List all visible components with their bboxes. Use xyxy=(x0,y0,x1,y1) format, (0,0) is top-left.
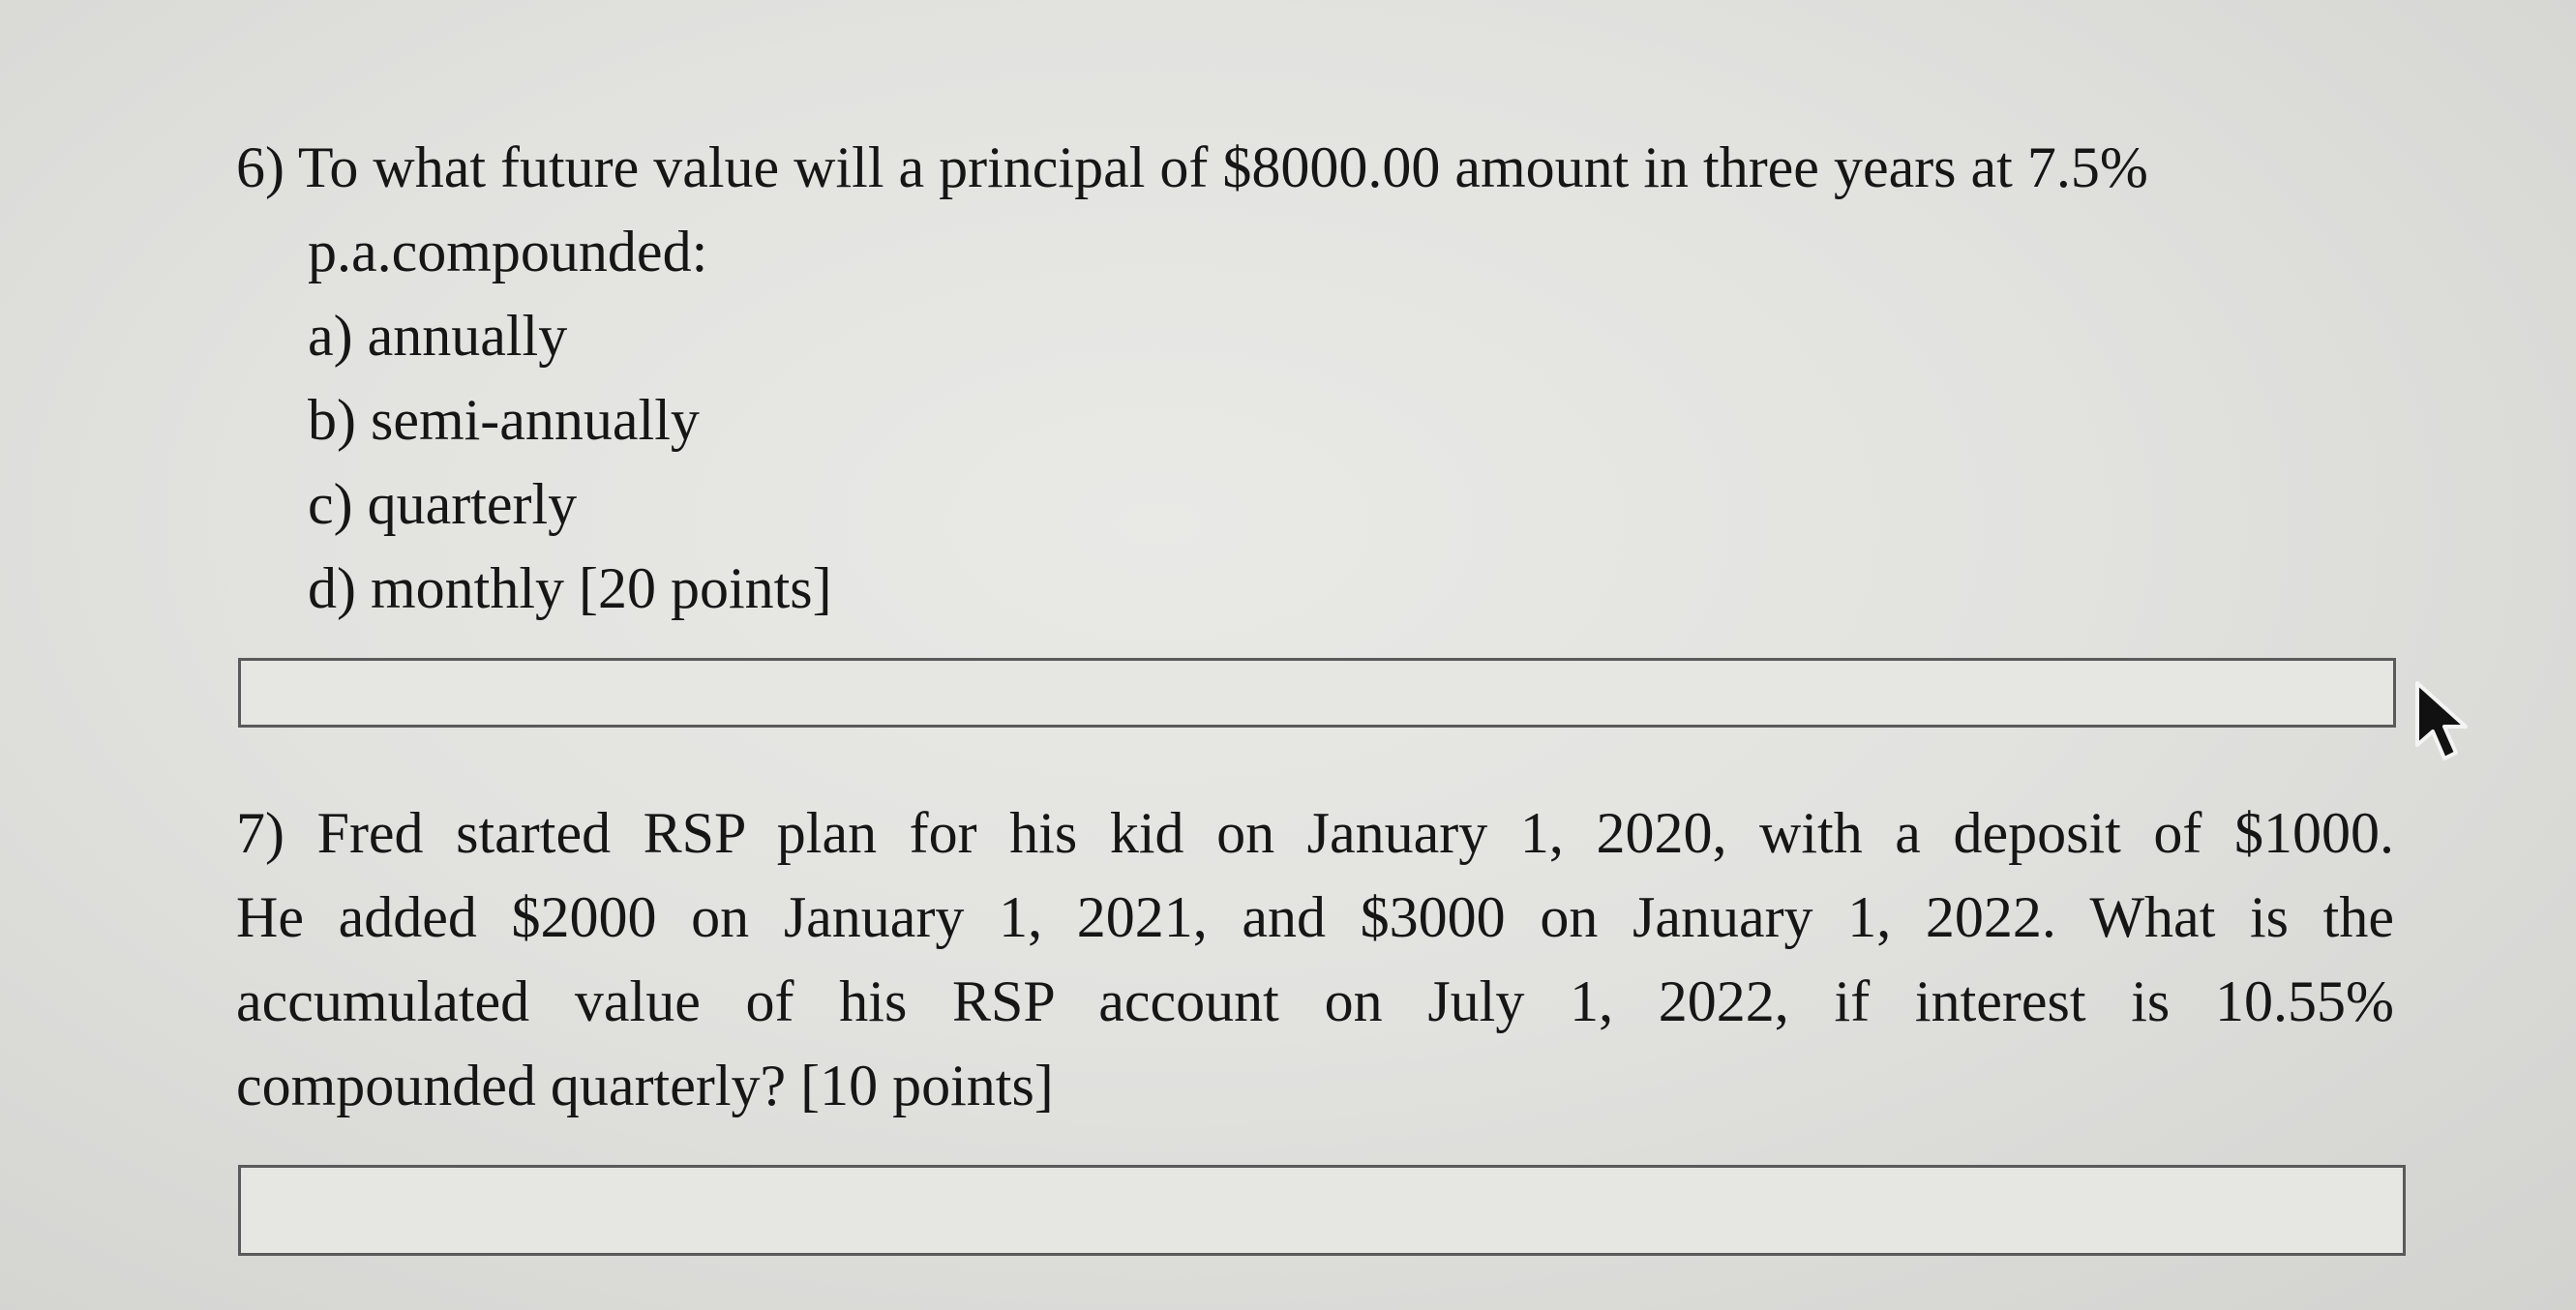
question-6-option-c: c) quarterly xyxy=(308,472,578,536)
question-7-line-4: compounded quarterly? [10 points] xyxy=(236,1054,1054,1117)
mouse-pointer-arrow-icon xyxy=(2410,677,2477,764)
question-6-option-a: a) annually xyxy=(308,304,568,368)
question-7-line-3: accumulated value of his RSP account on July 1, 2022, if interest is 10.55% xyxy=(236,969,2394,1033)
question-7-answer-input[interactable] xyxy=(241,1168,2403,1253)
question-7-line-1: 7) Fred started RSP plan for his kid on January 1, 2020, with a deposit of $1000. xyxy=(236,801,2394,865)
question-6-answer-input[interactable] xyxy=(241,661,2393,725)
question-6-option-b: b) semi-annually xyxy=(308,388,700,452)
question-6-answer-box[interactable] xyxy=(238,658,2396,728)
question-7-line-2: He added $2000 on January 1, 2021, and $3000 on January 1, 2022. What is the xyxy=(236,885,2394,949)
question-6-stem-line-1: 6) To what future value will a principal of $8000.00 amount in three years at 7.5% xyxy=(236,135,2148,199)
question-7-answer-box[interactable] xyxy=(238,1165,2406,1256)
question-6-stem-line-2: p.a.compounded: xyxy=(308,220,708,283)
question-7 xyxy=(236,791,2394,1128)
question-6-option-d: d) monthly [20 points] xyxy=(308,556,832,620)
question-6 xyxy=(236,126,2394,631)
